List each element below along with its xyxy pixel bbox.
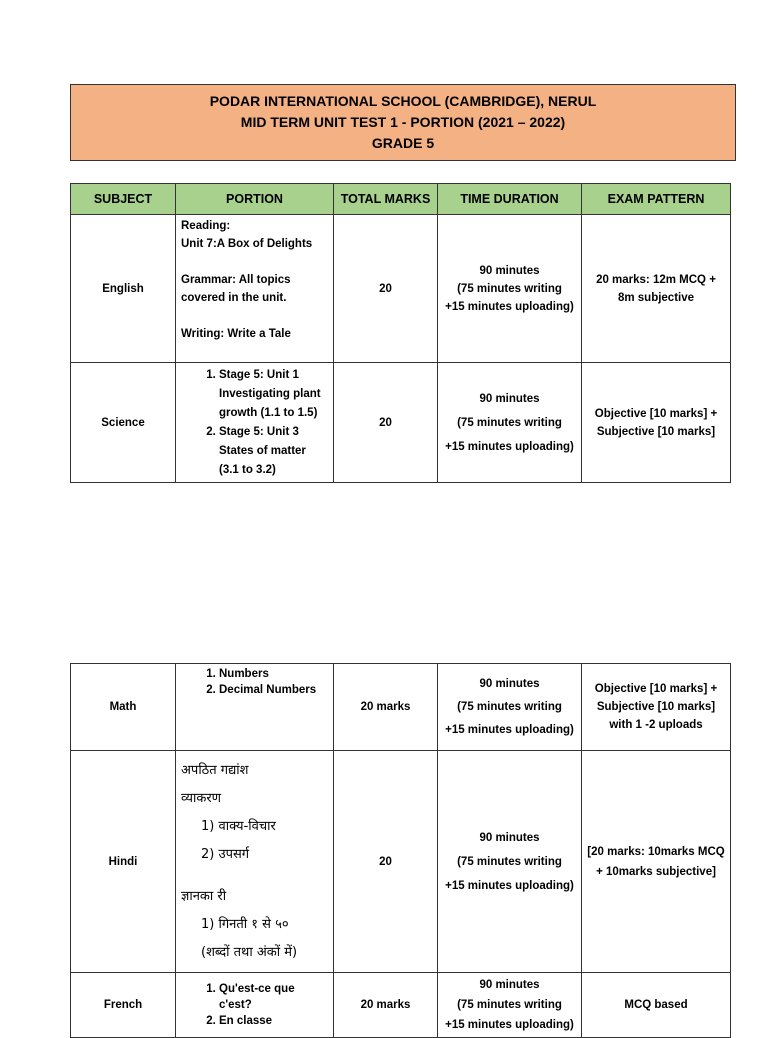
time-line-2: (75 minutes writing bbox=[457, 855, 562, 868]
subject-cell: Math bbox=[71, 664, 176, 751]
list-item: 2. Decimal Numbers bbox=[219, 682, 328, 698]
subject-cell: French bbox=[71, 973, 176, 1038]
time-line-1: 90 minutes bbox=[479, 831, 540, 844]
time-line-3: +15 minutes uploading) bbox=[445, 300, 574, 313]
portion-table-bottom bbox=[70, 663, 731, 1038]
column-header-portion: PORTION bbox=[176, 184, 334, 215]
time-line-3: +15 minutes uploading) bbox=[445, 879, 574, 892]
table-row-english bbox=[71, 215, 731, 363]
pattern-cell: MCQ based bbox=[582, 973, 731, 1038]
time-line-2: (75 minutes writing bbox=[457, 700, 562, 713]
portion-list bbox=[181, 666, 328, 698]
pattern-cell: Objective [10 marks] + Subjective [10 marks] bbox=[582, 363, 731, 483]
time-cell bbox=[438, 751, 582, 973]
test-title: MID TERM UNIT TEST 1 - PORTION (2021 – 2022) bbox=[240, 114, 566, 130]
time-cell bbox=[438, 215, 582, 363]
marks-cell: 20 bbox=[334, 363, 438, 483]
time-cell bbox=[438, 363, 582, 483]
time-line-2: (75 minutes writing bbox=[457, 999, 562, 1011]
pattern-cell: [20 marks: 10marks MCQ + 10marks subjective] bbox=[582, 751, 731, 973]
table-row-french bbox=[71, 973, 731, 1038]
subject-cell: Science bbox=[71, 363, 176, 483]
portion-table-top bbox=[70, 183, 731, 483]
column-header-time-duration: TIME DURATION bbox=[438, 184, 582, 215]
school-name: PODAR INTERNATIONAL SCHOOL (CAMBRIDGE), NERUL bbox=[209, 93, 597, 109]
time-cell bbox=[438, 664, 582, 751]
time-line-3: +15 minutes uploading) bbox=[445, 723, 574, 736]
table-row-hindi bbox=[71, 751, 731, 973]
marks-cell: 20 bbox=[334, 215, 438, 363]
list-item: 1. Qu'est-ce que c'est? bbox=[219, 981, 328, 1013]
portion-cell bbox=[176, 363, 334, 483]
hindi-line-1: अपठित गद्यांश bbox=[181, 762, 249, 778]
hindi-line-2: व्याकरण bbox=[181, 790, 222, 806]
table-row-math bbox=[71, 664, 731, 751]
time-cell bbox=[438, 973, 582, 1038]
table-header-row bbox=[71, 184, 731, 215]
pattern-cell: Objective [10 marks] + Subjective [10 marks] with 1 -2 uploads bbox=[582, 664, 731, 751]
hindi-line-4: (शब्दों तथा अंकों में) bbox=[201, 944, 298, 960]
subject-cell: Hindi bbox=[71, 751, 176, 973]
list-item: 1. Numbers bbox=[219, 666, 328, 682]
time-line-3: +15 minutes uploading) bbox=[445, 1019, 574, 1031]
time-line-2: (75 minutes writing bbox=[457, 416, 562, 429]
marks-cell: 20 marks bbox=[334, 664, 438, 751]
hindi-item-2: 2) उपसर्ग bbox=[201, 846, 250, 862]
time-line-2: (75 minutes writing bbox=[457, 282, 562, 295]
column-header-exam-pattern: EXAM PATTERN bbox=[582, 184, 731, 215]
time-line-1: 90 minutes bbox=[479, 677, 540, 690]
subject-cell: English bbox=[71, 215, 176, 363]
hindi-line-3: ज्ञानका री bbox=[181, 888, 227, 904]
writing-text: Writing: Write a Tale bbox=[181, 328, 291, 340]
grade-label: GRADE 5 bbox=[371, 135, 435, 151]
portion-list bbox=[181, 981, 328, 1029]
list-item: 2. En classe bbox=[219, 1013, 328, 1029]
document-header bbox=[70, 84, 736, 161]
grammar-text: Grammar: All topics covered in the unit. bbox=[181, 274, 291, 304]
reading-label: Reading: bbox=[181, 220, 231, 232]
hindi-item-1: 1) वाक्य-विचार bbox=[201, 818, 276, 834]
column-header-subject: SUBJECT bbox=[71, 184, 176, 215]
time-line-3: +15 minutes uploading) bbox=[445, 440, 574, 453]
portion-cell bbox=[176, 751, 334, 973]
hindi-item-3: 1) गिनती १ से ५० bbox=[201, 916, 289, 932]
list-item: 1. Stage 5: Unit 1 Investigating plant growth (1.1 to 1.5) bbox=[219, 366, 328, 423]
portion-cell bbox=[176, 215, 334, 363]
marks-cell: 20 marks bbox=[334, 973, 438, 1038]
marks-cell: 20 bbox=[334, 751, 438, 973]
portion-cell bbox=[176, 973, 334, 1038]
reading-unit: Unit 7:A Box of Delights bbox=[181, 238, 313, 250]
column-header-total-marks: TOTAL MARKS bbox=[334, 184, 438, 215]
time-line-1: 90 minutes bbox=[479, 264, 540, 277]
time-line-1: 90 minutes bbox=[479, 979, 540, 991]
table-row-science bbox=[71, 363, 731, 483]
portion-list bbox=[181, 366, 328, 480]
time-line-1: 90 minutes bbox=[479, 392, 540, 405]
list-item: 2. Stage 5: Unit 3 States of matter (3.1 to 3.2) bbox=[219, 423, 328, 480]
portion-cell bbox=[176, 664, 334, 751]
pattern-cell: 20 marks: 12m MCQ + 8m subjective bbox=[582, 215, 731, 363]
